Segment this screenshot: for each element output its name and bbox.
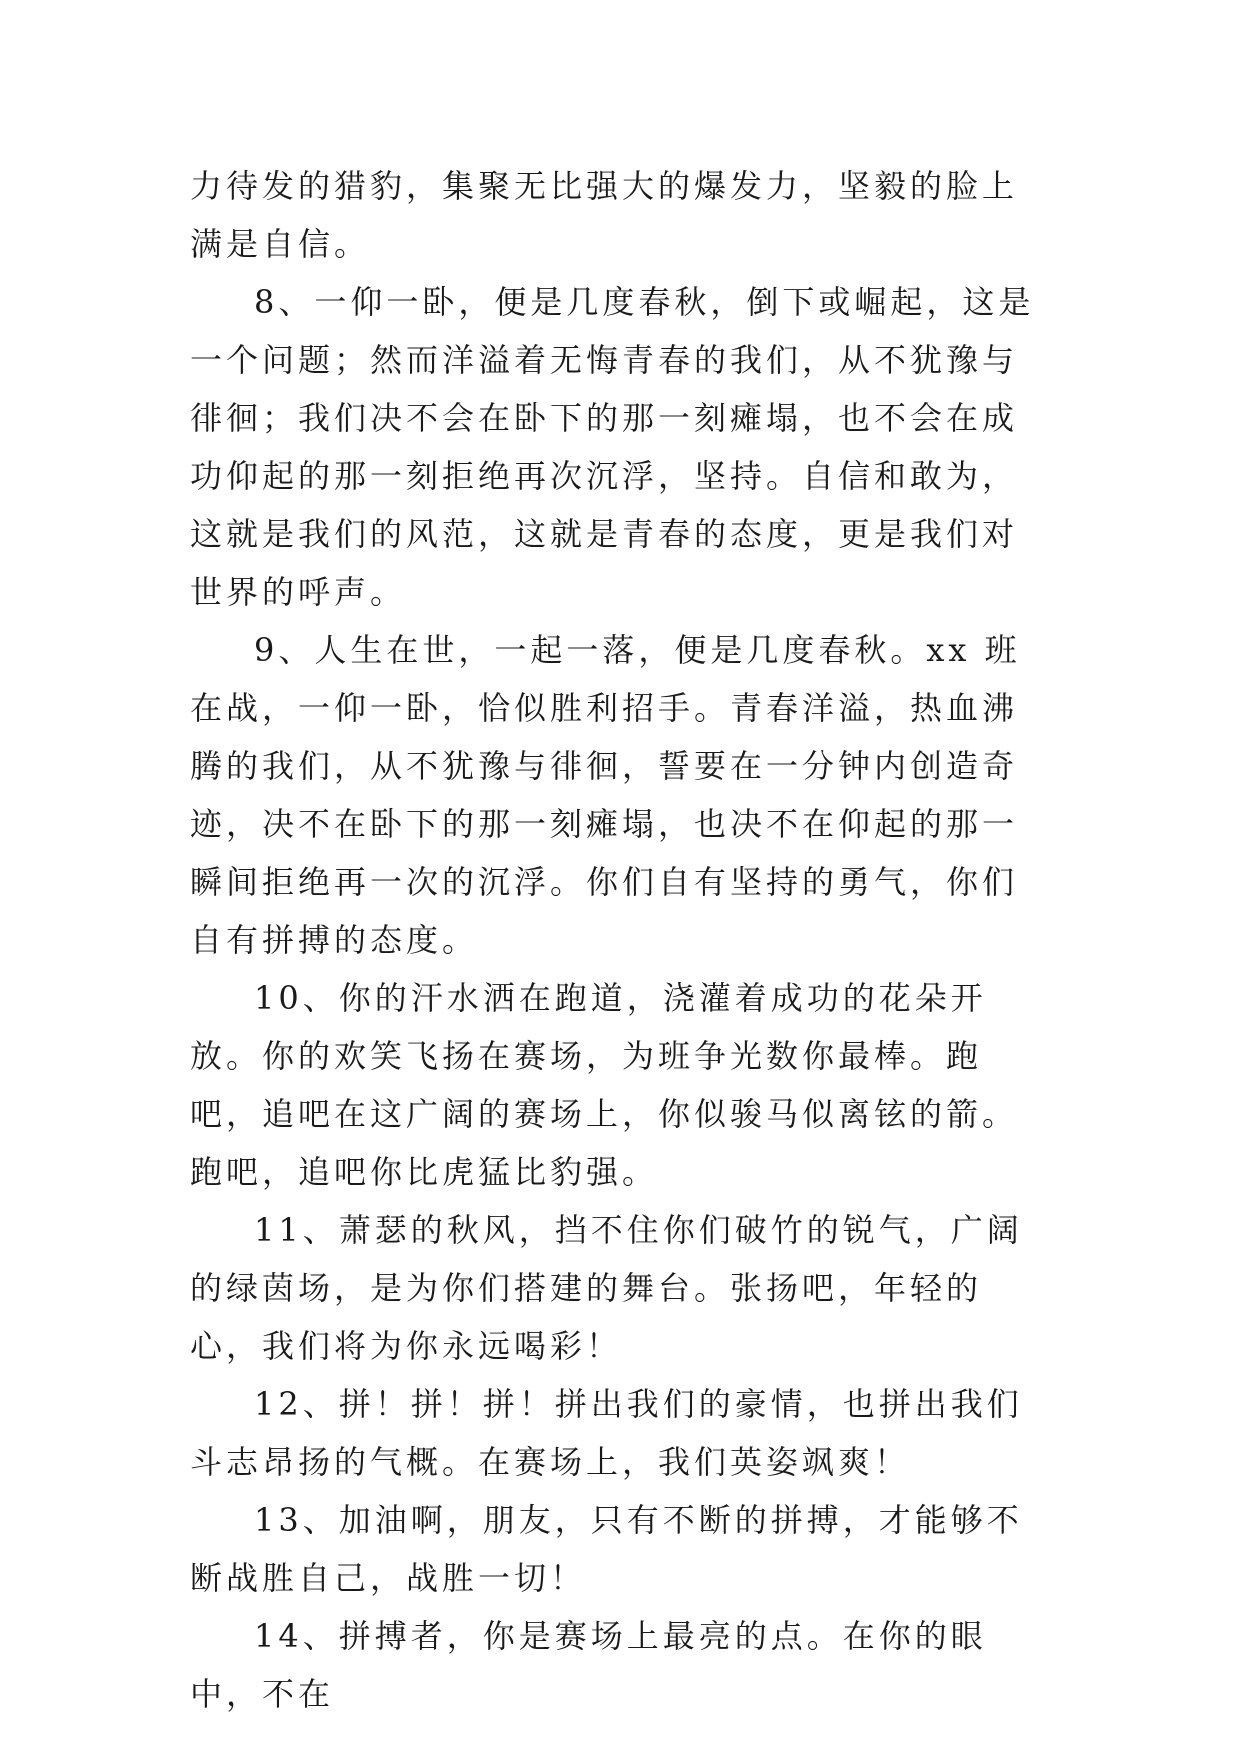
paragraph-item-12: 12、拼！拼！拼！拼出我们的豪情，也拼出我们斗志昂扬的气概。在赛场上，我们英姿飒爽！ <box>190 1385 1023 1481</box>
paragraph-item-10: 10、你的汗水洒在跑道，浇灌着成功的花朵开放。你的欢笑飞扬在赛场，为班争光数你最棒。跑吧，追吧在这广阔的赛场上，你似骏马似离铉的箭。跑吧，追吧你比虎猛比豹强。 <box>190 979 1019 1191</box>
paragraph-item-11: 11、萧瑟的秋风，挡不住你们破竹的锐气，广阔的绿茵场，是为你们搭建的舞台。张扬吧，年轻的心，我们将为你永远喝彩！ <box>190 1211 1023 1365</box>
document-body <box>190 157 1052 1723</box>
paragraph-item-14: 14、拼搏者，你是赛场上最亮的点。在你的眼中，不在 <box>190 1617 987 1713</box>
paragraph-item-13: 13、加油啊，朋友，只有不断的拼搏，才能够不断战胜自己，战胜一切！ <box>190 1501 1023 1597</box>
paragraph-item-9: 9、人生在世，一起一落，便是几度春秋。xx 班在战，一仰一卧，恰似胜利招手。青春洋溢，热血沸腾的我们，从不犹豫与徘徊，誓要在一分钟内创造奇迹，决不在卧下的那一刻瘫塌，也决不在仰起的那一瞬间拒绝再一次的沉浮。你们自有坚持的勇气，你们自有拼搏的态度。 <box>190 631 1021 959</box>
paragraph-item-8: 8、一仰一卧，便是几度春秋，倒下或崛起，这是一个问题；然而洋溢着无悔青春的我们，从不犹豫与徘徊；我们决不会在卧下的那一刻瘫塌，也不会在成功仰起的那一刻拒绝再次沉浮，坚持。自信和敢为，这就是我们的风范，这就是青春的态度，更是我们对世界的呼声。 <box>190 283 1035 611</box>
paragraph-continuation: 力待发的猎豹，集聚无比强大的爆发力，坚毅的脸上满是自信。 <box>190 167 1019 263</box>
